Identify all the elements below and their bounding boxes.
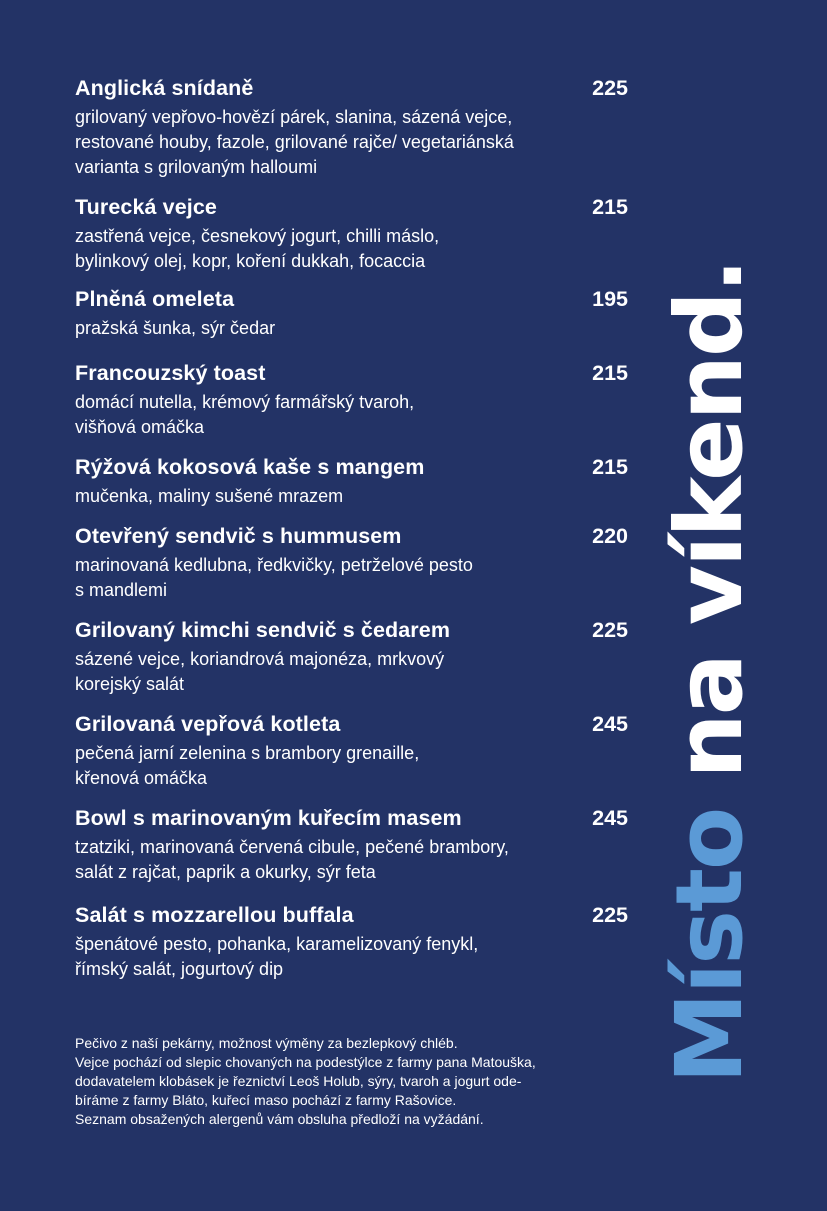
item-description: domácí nutella, krémový farmářský tvaroh, višňová omáčka bbox=[75, 392, 415, 437]
item-description: mučenka, maliny sušené mrazem bbox=[75, 486, 344, 506]
item-price: 195 bbox=[592, 287, 628, 311]
item-name: Turecká vejce bbox=[75, 195, 217, 219]
item-description: zastřená vejce, česnekový jogurt, chilli máslo, bylinkový olej, kopr, koření dukkah, focaccia bbox=[75, 226, 440, 271]
menu-item bbox=[75, 72, 628, 180]
item-description: grilovaný vepřovo-hovězí párek, slanina, sázená vejce, restované houby, fazole, grilované rajče/ vegetariánská varianta s grilovaným halloumi bbox=[75, 107, 514, 177]
item-price: 220 bbox=[592, 524, 628, 548]
item-price: 225 bbox=[592, 618, 628, 642]
menu-item bbox=[75, 451, 628, 509]
item-description: tzatziki, marinovaná červená cibule, pečené brambory, salát z rajčat, paprik a okurky, sýr feta bbox=[75, 837, 509, 882]
item-name: Francouzský toast bbox=[75, 361, 266, 385]
item-description: pečená jarní zelenina s brambory grenaille, křenová omáčka bbox=[75, 743, 420, 788]
side-title-part2: na víkend. bbox=[656, 260, 763, 809]
menu-item bbox=[75, 802, 628, 885]
item-description: pražská šunka, sýr čedar bbox=[75, 318, 276, 338]
side-title bbox=[656, 260, 763, 1084]
menu-item bbox=[75, 520, 628, 603]
menu-item bbox=[75, 357, 628, 440]
item-name: Anglická snídaně bbox=[75, 76, 254, 100]
item-name: Bowl s marinovaným kuřecím masem bbox=[75, 806, 462, 830]
footer-notes: Pečivo z naší pekárny, možnost výměny za bezlepkový chléb. Vejce pochází od slepic chovaných na podestýlce z farmy pana Matouška, dodavatelem klobásek je řeznictví Leoš Holub, sýry, tvaroh a jogurt ode- bíráme z farmy Bláto, kuřecí maso pochází z farmy Rašovice. Seznam obsažených alergenů vám obsluha předloží na vyžádání. bbox=[75, 1035, 536, 1127]
item-price: 215 bbox=[592, 195, 628, 219]
menu-item bbox=[75, 899, 628, 982]
item-description: marinovaná kedlubna, ředkvičky, petrželové pesto s mandlemi bbox=[75, 555, 473, 600]
menu-item bbox=[75, 283, 628, 341]
item-name: Otevřený sendvič s hummusem bbox=[75, 524, 402, 548]
menu-item bbox=[75, 614, 628, 697]
menu-item bbox=[75, 191, 628, 274]
side-title-part1: Místo bbox=[656, 808, 763, 1084]
item-description: sázené vejce, koriandrová majonéza, mrkvový korejský salát bbox=[75, 649, 445, 694]
item-price: 245 bbox=[592, 712, 628, 736]
item-name: Grilovaná vepřová kotleta bbox=[75, 712, 341, 736]
item-name: Rýžová kokosová kaše s mangem bbox=[75, 455, 425, 479]
item-description: špenátové pesto, pohanka, karamelizovaný fenykl, římský salát, jogurtový dip bbox=[75, 934, 479, 979]
menu-item bbox=[75, 708, 628, 791]
item-price: 225 bbox=[592, 76, 628, 100]
item-price: 215 bbox=[592, 455, 628, 479]
item-price: 245 bbox=[592, 806, 628, 830]
item-name: Grilovaný kimchi sendvič s čedarem bbox=[75, 618, 451, 642]
item-price: 225 bbox=[592, 903, 628, 927]
item-name: Salát s mozzarellou buffala bbox=[75, 903, 354, 927]
item-name: Plněná omeleta bbox=[75, 287, 235, 311]
item-price: 215 bbox=[592, 361, 628, 385]
